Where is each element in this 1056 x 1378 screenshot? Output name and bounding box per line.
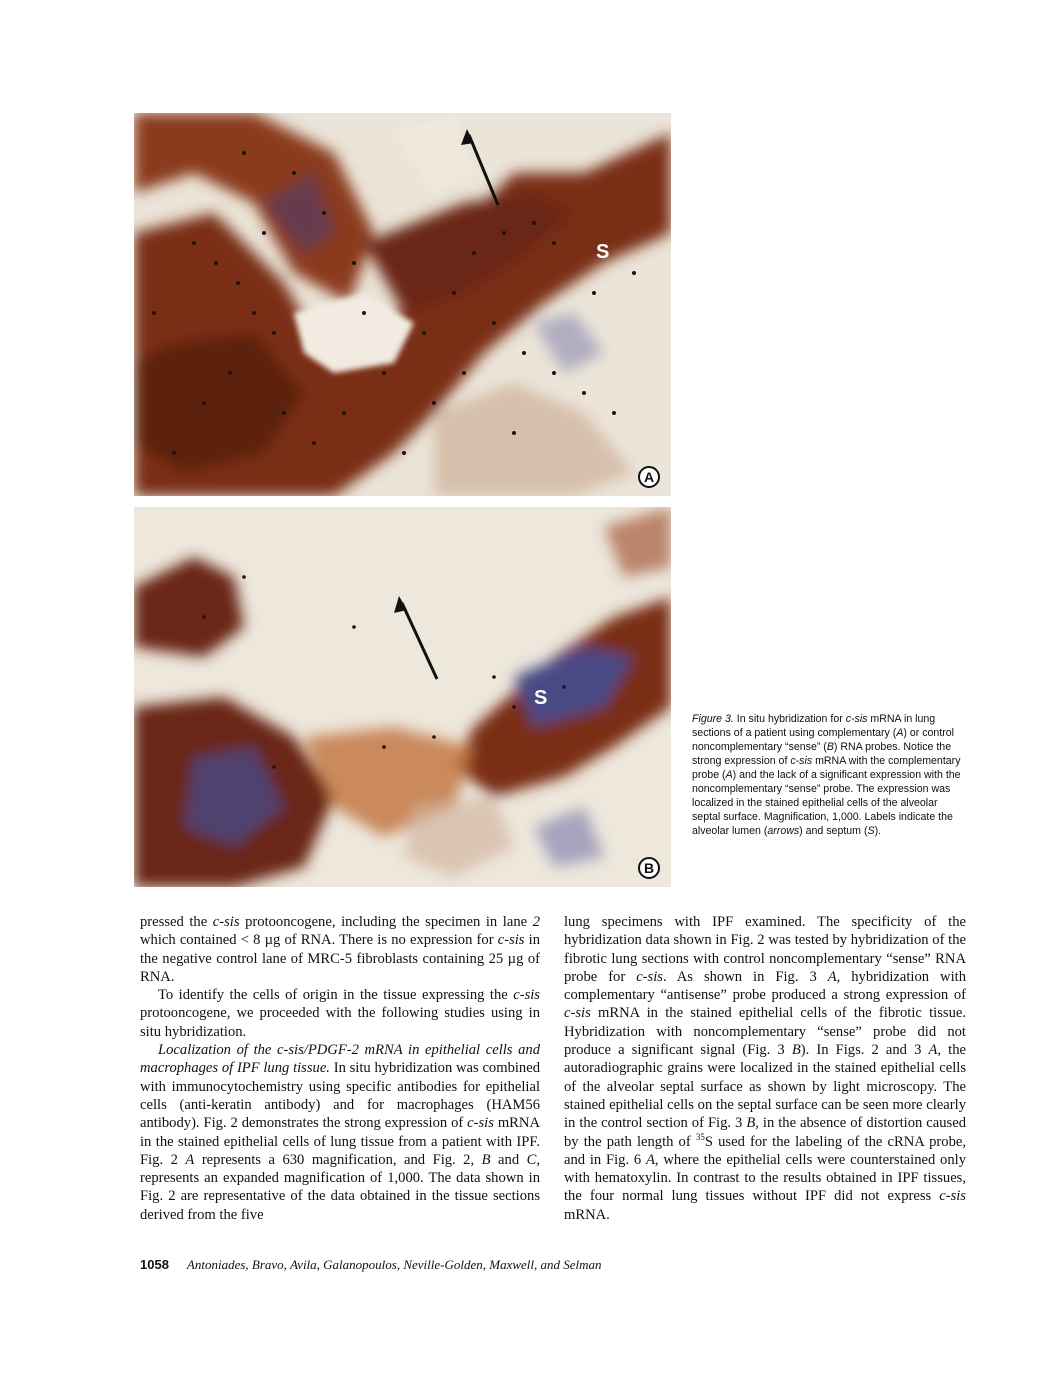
text: , in the absence of distortion caused by the path length of bbox=[564, 1115, 966, 1150]
figure-ref: B bbox=[791, 1042, 801, 1059]
lane-ref: 2 bbox=[532, 914, 540, 930]
gene-name: c-sis bbox=[212, 914, 240, 930]
text: in the negative control lane of MRC-5 fibroblasts containing 25 µg of RNA. bbox=[140, 932, 541, 985]
figure-3-panel-a bbox=[134, 113, 671, 496]
text: mRNA in the stained epithelial cells of lung tissue from a patient with IPF. Fig. 2 bbox=[140, 1115, 540, 1168]
text: pressed the bbox=[140, 914, 213, 930]
text: lung specimens with IPF examined. The specificity of the hybridization data shown in Fig. 2 was tested by hybridization of the fibrotic lung sections with control noncomplementary “sense” RNA probe for bbox=[564, 914, 966, 985]
paragraph bbox=[140, 986, 540, 1041]
caption-text: ) and septum ( bbox=[799, 825, 868, 837]
figure-ref: A bbox=[827, 968, 837, 985]
caption-ref: A bbox=[725, 769, 733, 781]
text: and bbox=[490, 1151, 527, 1168]
section-heading: Localization of the c-sis/PDGF-2 mRNA in epithelial cells and macrophages of IPF lung tissue. bbox=[140, 1042, 540, 1077]
panel-letter-a bbox=[638, 466, 660, 488]
gene-name: c-sis bbox=[467, 1115, 494, 1132]
text: protooncogene, we proceeded with the following studies using in situ hybridization. bbox=[140, 1005, 540, 1040]
text: represents a 630 magnification, and Fig. 2, bbox=[194, 1151, 482, 1168]
paragraph bbox=[140, 913, 540, 986]
figure-ref: A bbox=[185, 1151, 195, 1168]
text: In situ hybridization was combined with immunocytochemistry using specific antibodies for epithelial cells (anti-keratin antibody) and for macrophages (HAM56 antibody). Fig. 2 demonstrates the strong expression of bbox=[140, 1060, 541, 1132]
caption-ref: A bbox=[896, 727, 904, 739]
text: protooncogene, including the specimen in lane bbox=[239, 914, 533, 930]
text: , hybridization with complementary “antisense” probe produced a strong expression of bbox=[564, 968, 966, 1004]
caption-text: mRNA with the complementary probe ( bbox=[692, 755, 961, 781]
caption-ref: S bbox=[867, 825, 875, 837]
text: which contained < 8 µg of RNA. There is no expression for bbox=[140, 932, 498, 949]
gene-name: c-sis bbox=[564, 1005, 591, 1022]
septum-label: S bbox=[596, 241, 610, 263]
caption-text: ) RNA probes. Notice the strong expression of bbox=[692, 741, 952, 767]
caption-ref: arrows bbox=[767, 825, 800, 837]
micrograph-b bbox=[134, 507, 671, 887]
panel-letter-a-text: A bbox=[643, 469, 655, 485]
body-column-right bbox=[564, 913, 966, 1224]
running-authors: Antoniades, Bravo, Avila, Galanopoulos, Neville-Golden, Maxwell, and Selman bbox=[186, 1257, 602, 1272]
text: used for the labeling of the cRNA probe, and in Fig. 6 bbox=[564, 1133, 966, 1168]
caption-label: Figure 3. bbox=[692, 713, 734, 725]
caption-text: ). bbox=[874, 825, 882, 837]
text: , the autoradiographic grains were localized in the stained epithelial cells of the alveolar septal surface as shown by light microscopy. The stained epithelial cells on the septal surface can be seen more clearly in the control section of Fig. 3 bbox=[564, 1042, 966, 1132]
page-footer bbox=[140, 1257, 602, 1273]
gene-name: c-sis bbox=[636, 968, 663, 985]
text: mRNA. bbox=[564, 1206, 610, 1223]
caption-text: ) or control noncomplementary “sense” ( bbox=[692, 727, 955, 753]
paragraph bbox=[140, 1041, 540, 1224]
caption-gene: c-sis bbox=[790, 755, 813, 767]
caption-ref: B bbox=[826, 741, 834, 753]
paragraph bbox=[564, 913, 966, 1224]
figure-ref: B bbox=[481, 1151, 491, 1168]
gene-name: c-sis bbox=[513, 987, 540, 1004]
gene-name: c-sis bbox=[939, 1188, 966, 1205]
body-column-left bbox=[140, 913, 540, 1224]
figure-ref: C bbox=[526, 1151, 537, 1168]
text: . As shown in Fig. 3 bbox=[662, 968, 828, 985]
text: ). In Figs. 2 and 3 bbox=[800, 1042, 929, 1059]
figure-3-panel-b bbox=[134, 507, 671, 887]
panel-letter-b bbox=[638, 857, 660, 879]
text: mRNA in the stained epithelial cells of the fibrotic tissue. Hybridization with noncomplementary “sense” probe did not produce a significant signal (Fig. 3 bbox=[564, 1005, 966, 1059]
text: , where the epithelial cells were counterstained only with hematoxylin. In contrast to the results obtained in IPF tissues, the four normal lung tissues without IPF did not express bbox=[564, 1151, 967, 1205]
micrograph-a bbox=[134, 113, 671, 496]
septum-label: S bbox=[534, 687, 548, 709]
caption-gene: c-sis bbox=[845, 713, 868, 725]
figure-ref: A bbox=[928, 1042, 938, 1059]
text: S bbox=[704, 1133, 713, 1150]
text: To identify the cells of origin in the tissue expressing the bbox=[158, 987, 514, 1004]
panel-letter-b-text: B bbox=[643, 860, 655, 876]
caption-text: ) and the lack of a significant expression with the noncomplementary “sense” probe. The expression was localized in the stained epithelial cells of the alveolar septal surface. Magnification, 1,000. Labels indicate the alveolar lumen ( bbox=[692, 769, 961, 837]
gene-name: c-sis bbox=[497, 932, 525, 949]
page-number: 1058 bbox=[140, 1257, 169, 1272]
caption-text: In situ hybridization for bbox=[733, 713, 846, 725]
isotope-superscript: 35 bbox=[695, 1131, 705, 1142]
figure-ref: B bbox=[746, 1115, 756, 1132]
caption-text: mRNA in lung sections of a patient using complementary ( bbox=[692, 713, 936, 739]
figure-ref: A bbox=[646, 1151, 655, 1168]
figure-caption bbox=[692, 712, 964, 838]
text: , represents an expanded magnification of 1,000. The data shown in Fig. 2 are representative of the data obtained in the tissue sections derived from the five bbox=[140, 1151, 540, 1223]
